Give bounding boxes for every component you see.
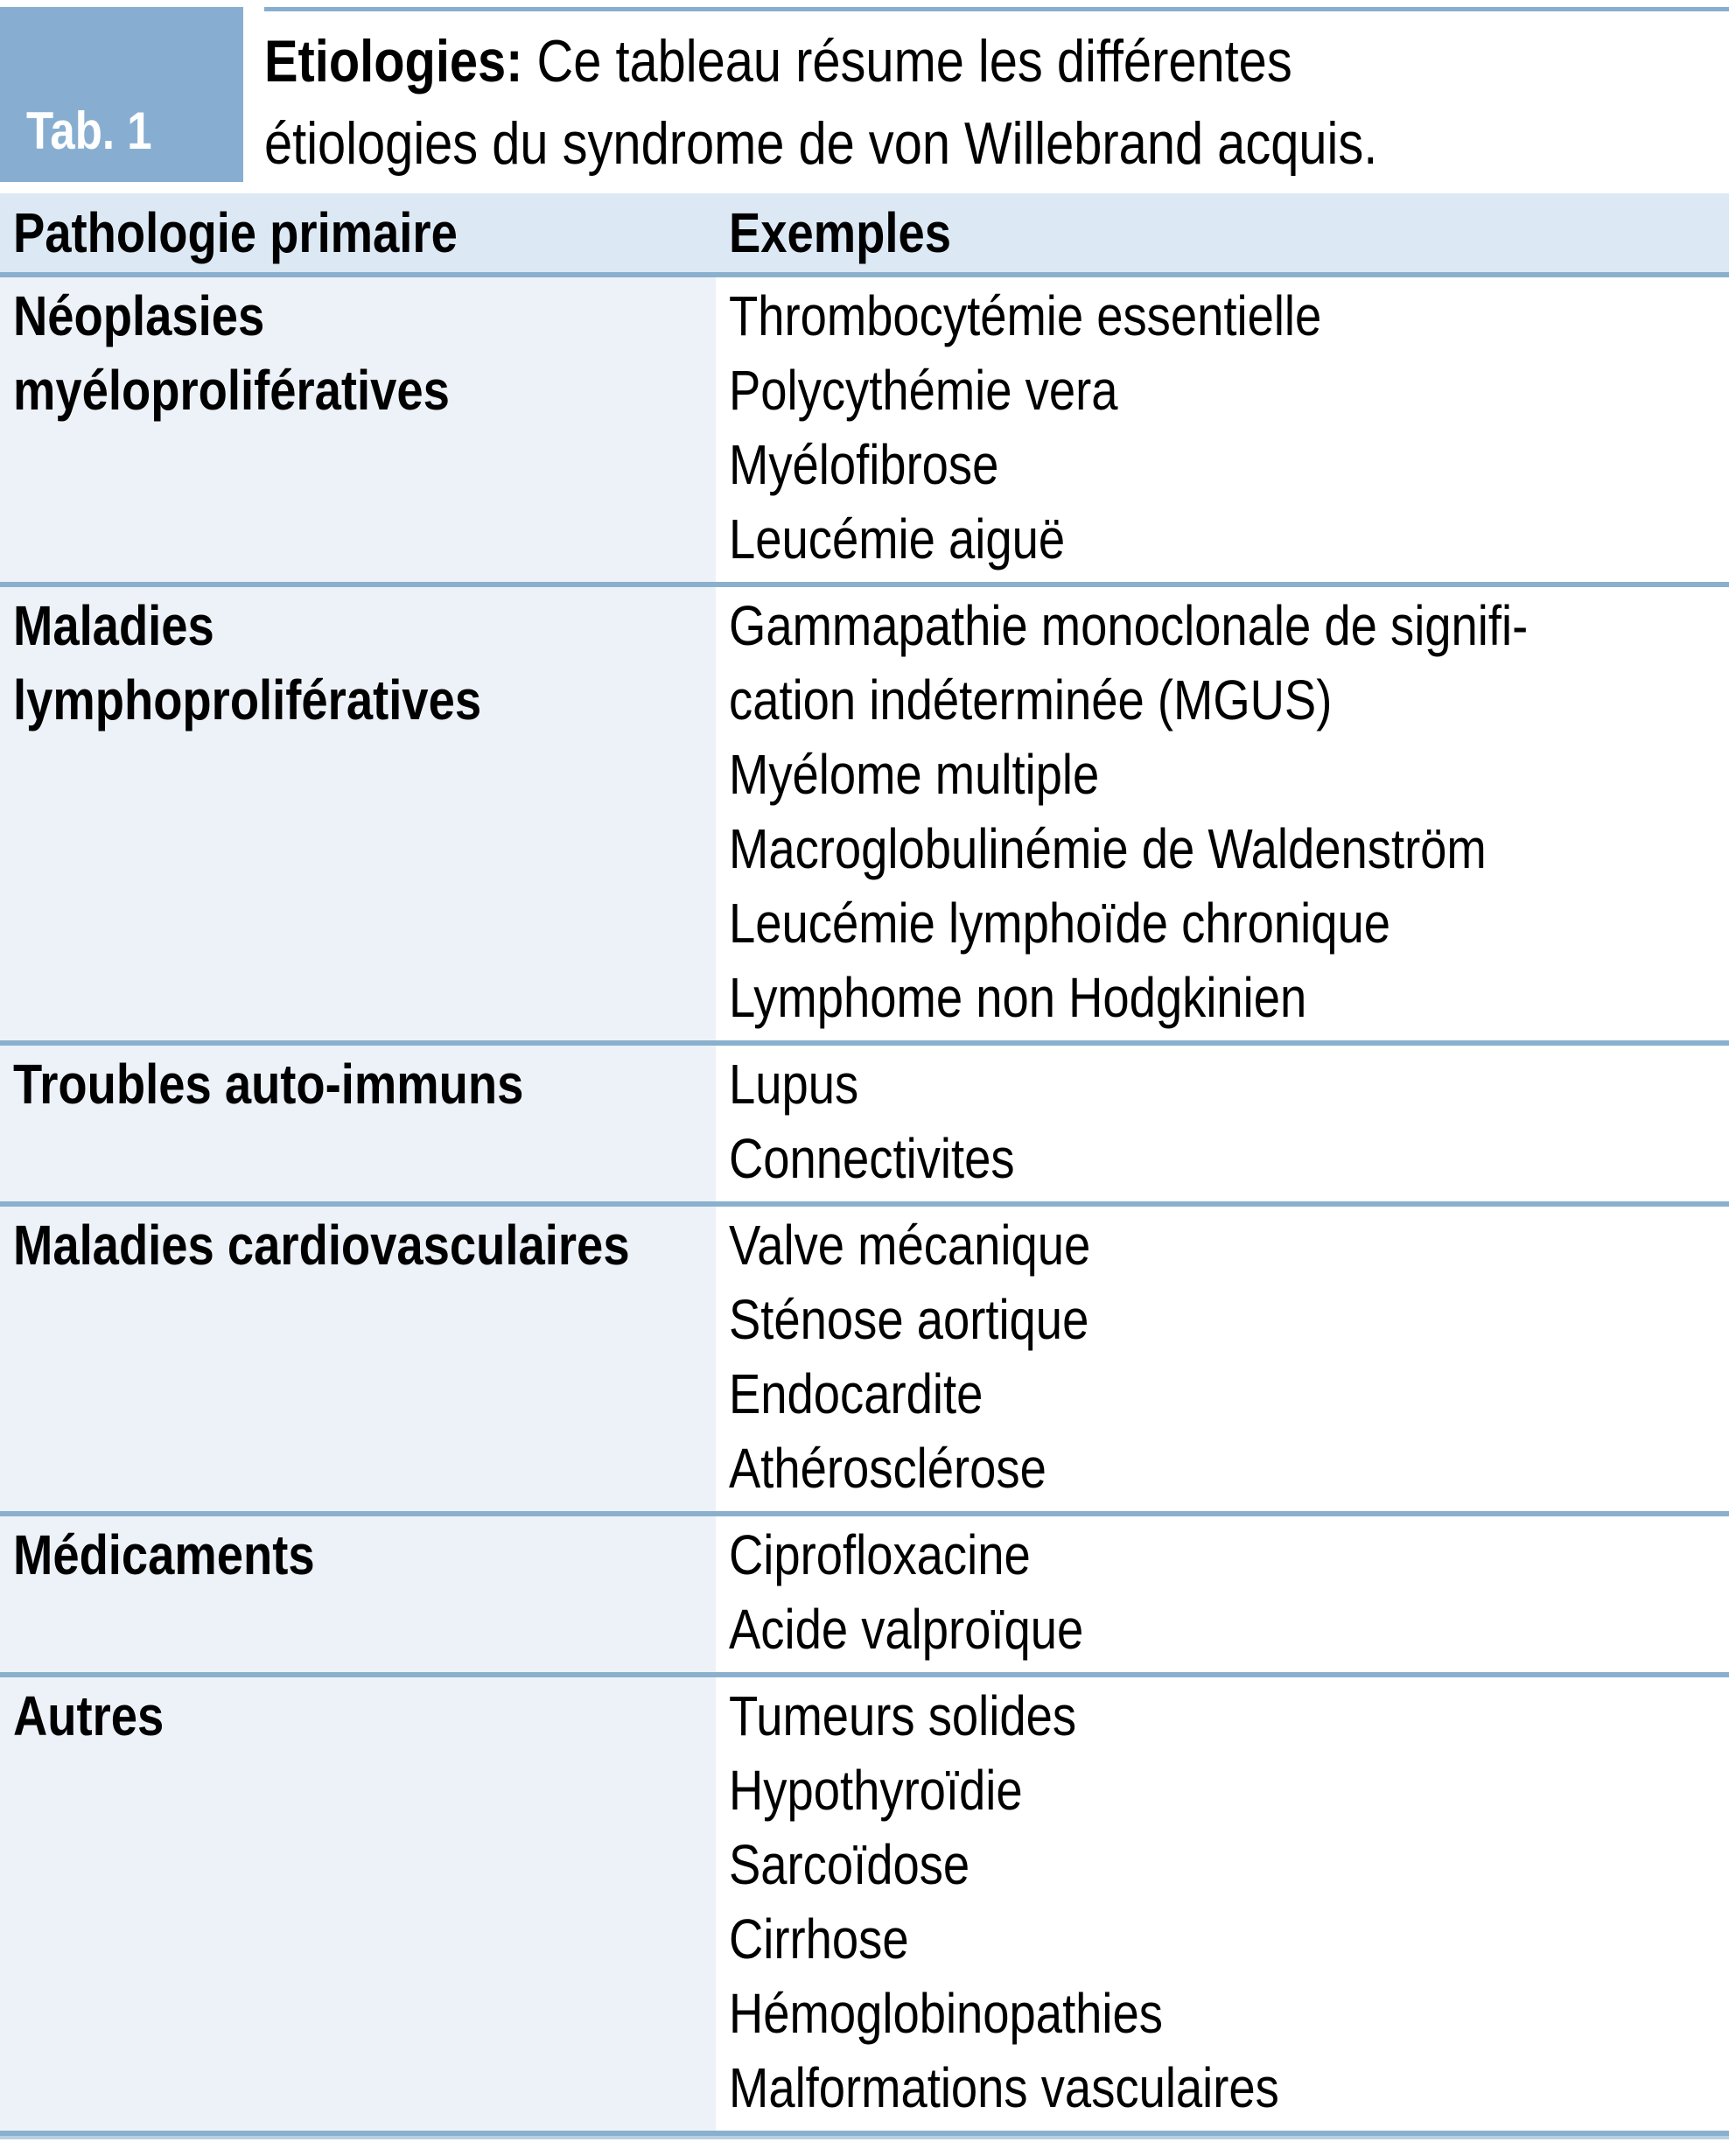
example-line: Sténose aortique bbox=[729, 1288, 1089, 1351]
examples-cell bbox=[716, 277, 1729, 582]
table-row bbox=[0, 587, 1729, 1046]
pathology-line: Autres bbox=[13, 1684, 164, 1747]
example-line: Leucémie aiguë bbox=[729, 508, 1066, 570]
example-line: Lupus bbox=[729, 1053, 859, 1116]
pathology-line: Maladies bbox=[13, 594, 214, 657]
table-row bbox=[0, 1677, 1729, 2136]
pathology-cell bbox=[0, 1677, 716, 2131]
example-line: Myélome multiple bbox=[729, 743, 1100, 806]
table-caption-band bbox=[0, 0, 1729, 185]
pathology-cell bbox=[0, 587, 716, 1040]
table-title-keyword: Etiologies: bbox=[264, 28, 523, 94]
column-header-examples: Exemples bbox=[729, 201, 952, 264]
table-header-row bbox=[0, 193, 1729, 277]
table-row bbox=[0, 1207, 1729, 1516]
column-header-pathology: Pathologie primaire bbox=[13, 201, 458, 264]
example-line: Ciprofloxacine bbox=[729, 1523, 1031, 1586]
example-line: Macroglobulinémie de Waldenström bbox=[729, 817, 1487, 880]
table-title-line1 bbox=[264, 20, 1729, 102]
column-header-pathology-cell bbox=[0, 200, 716, 265]
example-line: Thrombocytémie essentielle bbox=[729, 284, 1322, 347]
pathology-line: lymphoprolifératives bbox=[13, 668, 482, 732]
pathology-line: Troubles auto-immuns bbox=[13, 1053, 524, 1116]
column-header-examples-cell bbox=[716, 200, 1729, 265]
examples-cell bbox=[716, 1207, 1729, 1511]
pathology-line: Néoplasies bbox=[13, 284, 265, 347]
table-title-line2: étiologies du syndrome de von Willebrand acquis. bbox=[264, 110, 1378, 177]
examples-cell bbox=[716, 1046, 1729, 1201]
example-line: Hémoglobinopathies bbox=[729, 1982, 1163, 2045]
table-title-rest: Ce tableau résume les différentes bbox=[522, 28, 1292, 94]
example-line: Malformations vasculaires bbox=[729, 2056, 1279, 2119]
examples-cell bbox=[716, 1677, 1729, 2131]
table-row bbox=[0, 1516, 1729, 1677]
pathology-line: myéloprolifératives bbox=[13, 359, 450, 422]
example-line: Tumeurs solides bbox=[729, 1684, 1077, 1747]
example-line: Gammapathie monoclonale de signifi- bbox=[729, 594, 1529, 657]
example-line: cation indéterminée (MGUS) bbox=[729, 668, 1333, 732]
example-line: Athérosclérose bbox=[729, 1437, 1046, 1500]
example-line: Sarcoïdose bbox=[729, 1833, 970, 1896]
pathology-line: Maladies cardiovasculaires bbox=[13, 1214, 630, 1277]
example-line: Leucémie lymphoïde chronique bbox=[729, 892, 1391, 955]
table-number-badge bbox=[0, 7, 243, 182]
pathology-cell bbox=[0, 1207, 716, 1511]
examples-cell bbox=[716, 587, 1729, 1040]
table-body bbox=[0, 277, 1729, 2136]
pathology-cell bbox=[0, 277, 716, 582]
example-line: Connectivites bbox=[729, 1127, 1015, 1190]
table-bottom-accent-line bbox=[0, 2136, 1729, 2139]
example-line: Endocardite bbox=[729, 1362, 984, 1425]
pathology-line: Médicaments bbox=[13, 1523, 315, 1586]
table-title-block bbox=[264, 7, 1729, 185]
example-line: Hypothyroïdie bbox=[729, 1759, 1023, 1822]
example-line: Valve mécanique bbox=[729, 1214, 1091, 1277]
examples-cell bbox=[716, 1516, 1729, 1672]
table-row bbox=[0, 277, 1729, 587]
pathology-cell bbox=[0, 1046, 716, 1201]
pathology-cell bbox=[0, 1516, 716, 1672]
example-line: Acide valproïque bbox=[729, 1598, 1084, 1661]
example-line: Cirrhose bbox=[729, 1908, 909, 1970]
table-row bbox=[0, 1046, 1729, 1207]
example-line: Myélofibrose bbox=[729, 433, 999, 496]
table-number-label: Tab. 1 bbox=[26, 102, 152, 160]
example-line: Lymphome non Hodgkinien bbox=[729, 966, 1307, 1029]
example-line: Polycythémie vera bbox=[729, 359, 1118, 422]
